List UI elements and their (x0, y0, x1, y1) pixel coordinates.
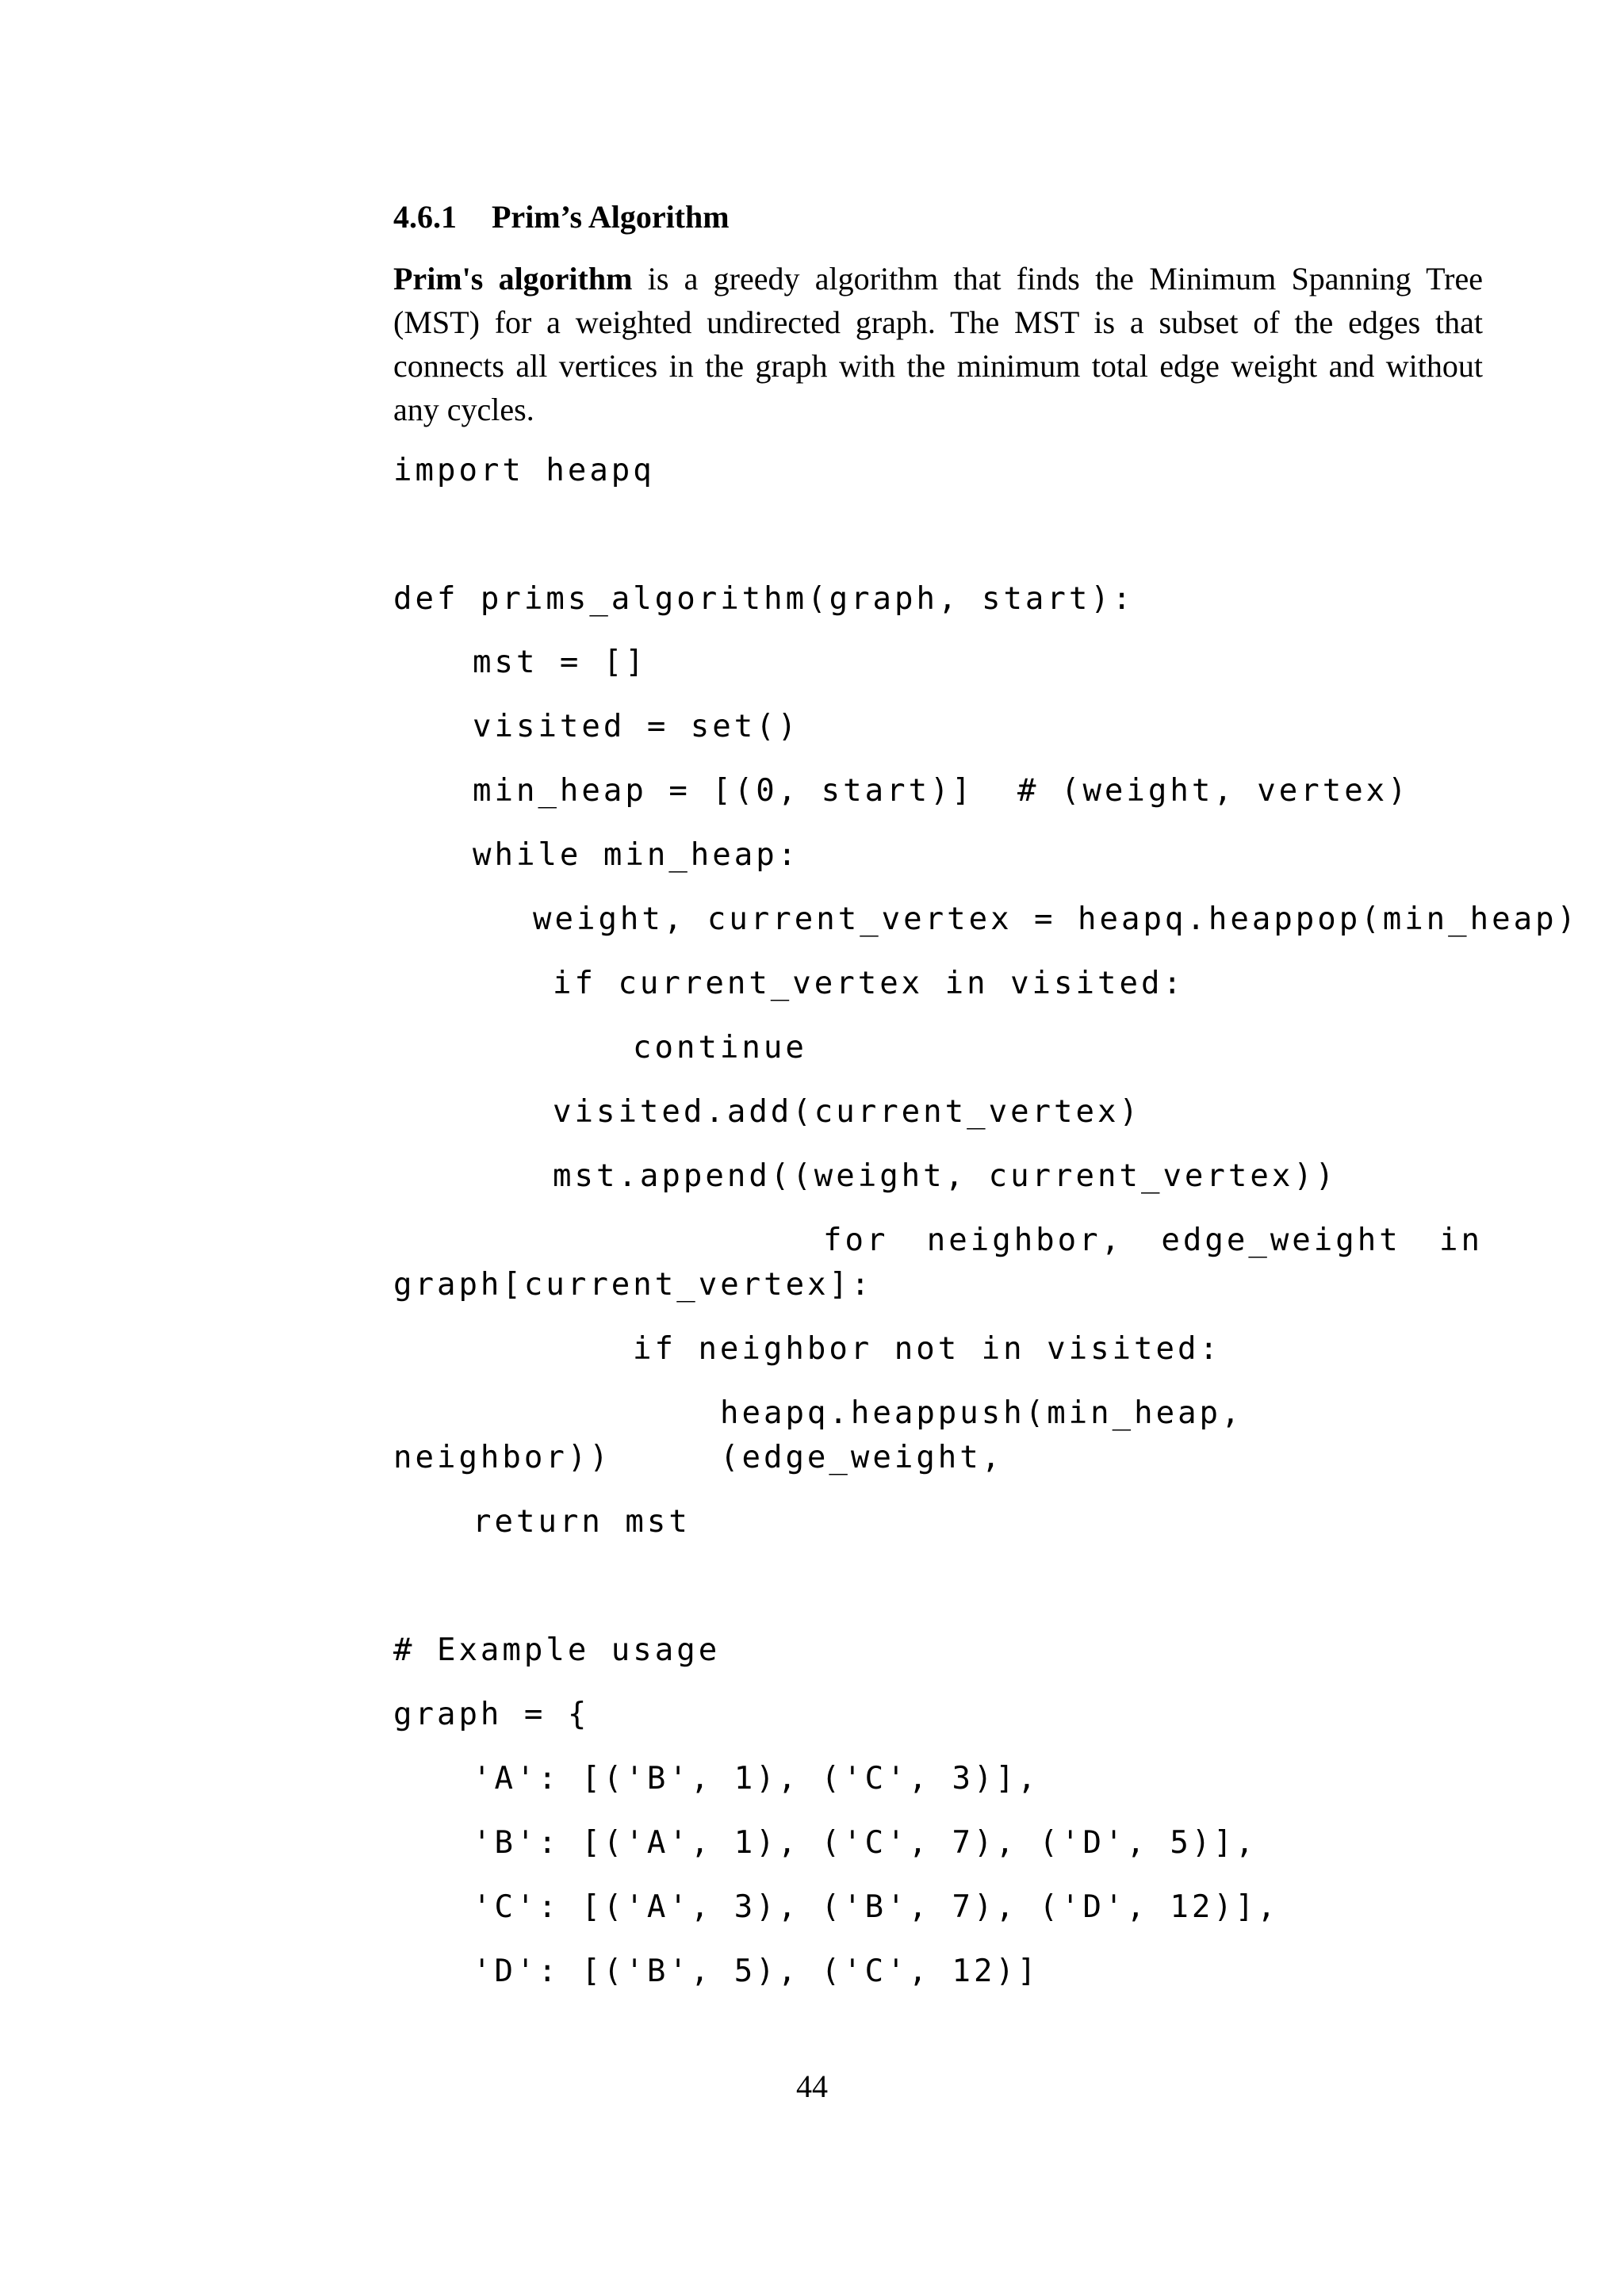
code-line-import: import heapq (393, 453, 655, 488)
code-line-graph-c: 'C': [('A', 3), ('B', 7), ('D', 12)], (473, 1889, 1279, 1925)
section-title: Prim’s Algorithm (492, 199, 730, 235)
code-line-for-neighbor-cont: graph[current_vertex]: (393, 1267, 873, 1303)
code-line-def: def prims_algorithm(graph, start): (393, 581, 1135, 617)
code-line-graph-open: graph = { (393, 1697, 590, 1732)
intro-paragraph (393, 257, 1483, 431)
code-line-graph-d: 'D': [('B', 5), ('C', 12)] (473, 1954, 1040, 1989)
code-line-heappush-cont: neighbor)) (393, 1440, 611, 1475)
code-line-while: while min_heap: (473, 837, 800, 873)
code-line-min-heap-init: min_heap = [(0, start)] # (weight, vertex) (473, 773, 1410, 809)
code-line-mst-init: mst = [] (473, 645, 647, 680)
intro-text: is a greedy algorithm that finds the Minimum Spanning Tree (MST) for a weighted undirected graph. The MST is a subset of the edges that connects all vertices in the graph with the minimum total edge weight and without any cycles. (393, 261, 1483, 427)
code-line-return: return mst (473, 1504, 691, 1540)
code-line-visited-init: visited = set() (473, 709, 800, 744)
code-line-continue: continue (633, 1030, 807, 1066)
section-number: 4.6.1 (393, 199, 457, 235)
code-line-visited-add: visited.add(current_vertex) (553, 1094, 1141, 1130)
section-heading (393, 193, 730, 241)
code-line-if-not-visited: if neighbor not in visited: (633, 1331, 1221, 1367)
code-line-comment-example: # Example usage (393, 1632, 721, 1668)
intro-bold-term: Prim's algorithm (393, 261, 633, 297)
page-number: 44 (796, 2068, 828, 2104)
code-line-for-neighbor: for neighbor, edge_weight in (823, 1223, 1483, 1258)
code-line-heappush: heapq.heappush(min_heap, (edge_weight, (720, 1395, 1243, 1475)
code-line-if-visited: if current_vertex in visited: (553, 966, 1185, 1001)
code-line-graph-b: 'B': [('A', 1), ('C', 7), ('D', 5)], (473, 1825, 1258, 1861)
code-line-heappop: weight, current_vertex = heapq.heappop(min_heap) (533, 901, 1580, 937)
code-line-graph-a: 'A': [('B', 1), ('C', 3)], (473, 1761, 1040, 1797)
code-line-mst-append: mst.append((weight, current_vertex)) (553, 1158, 1338, 1194)
